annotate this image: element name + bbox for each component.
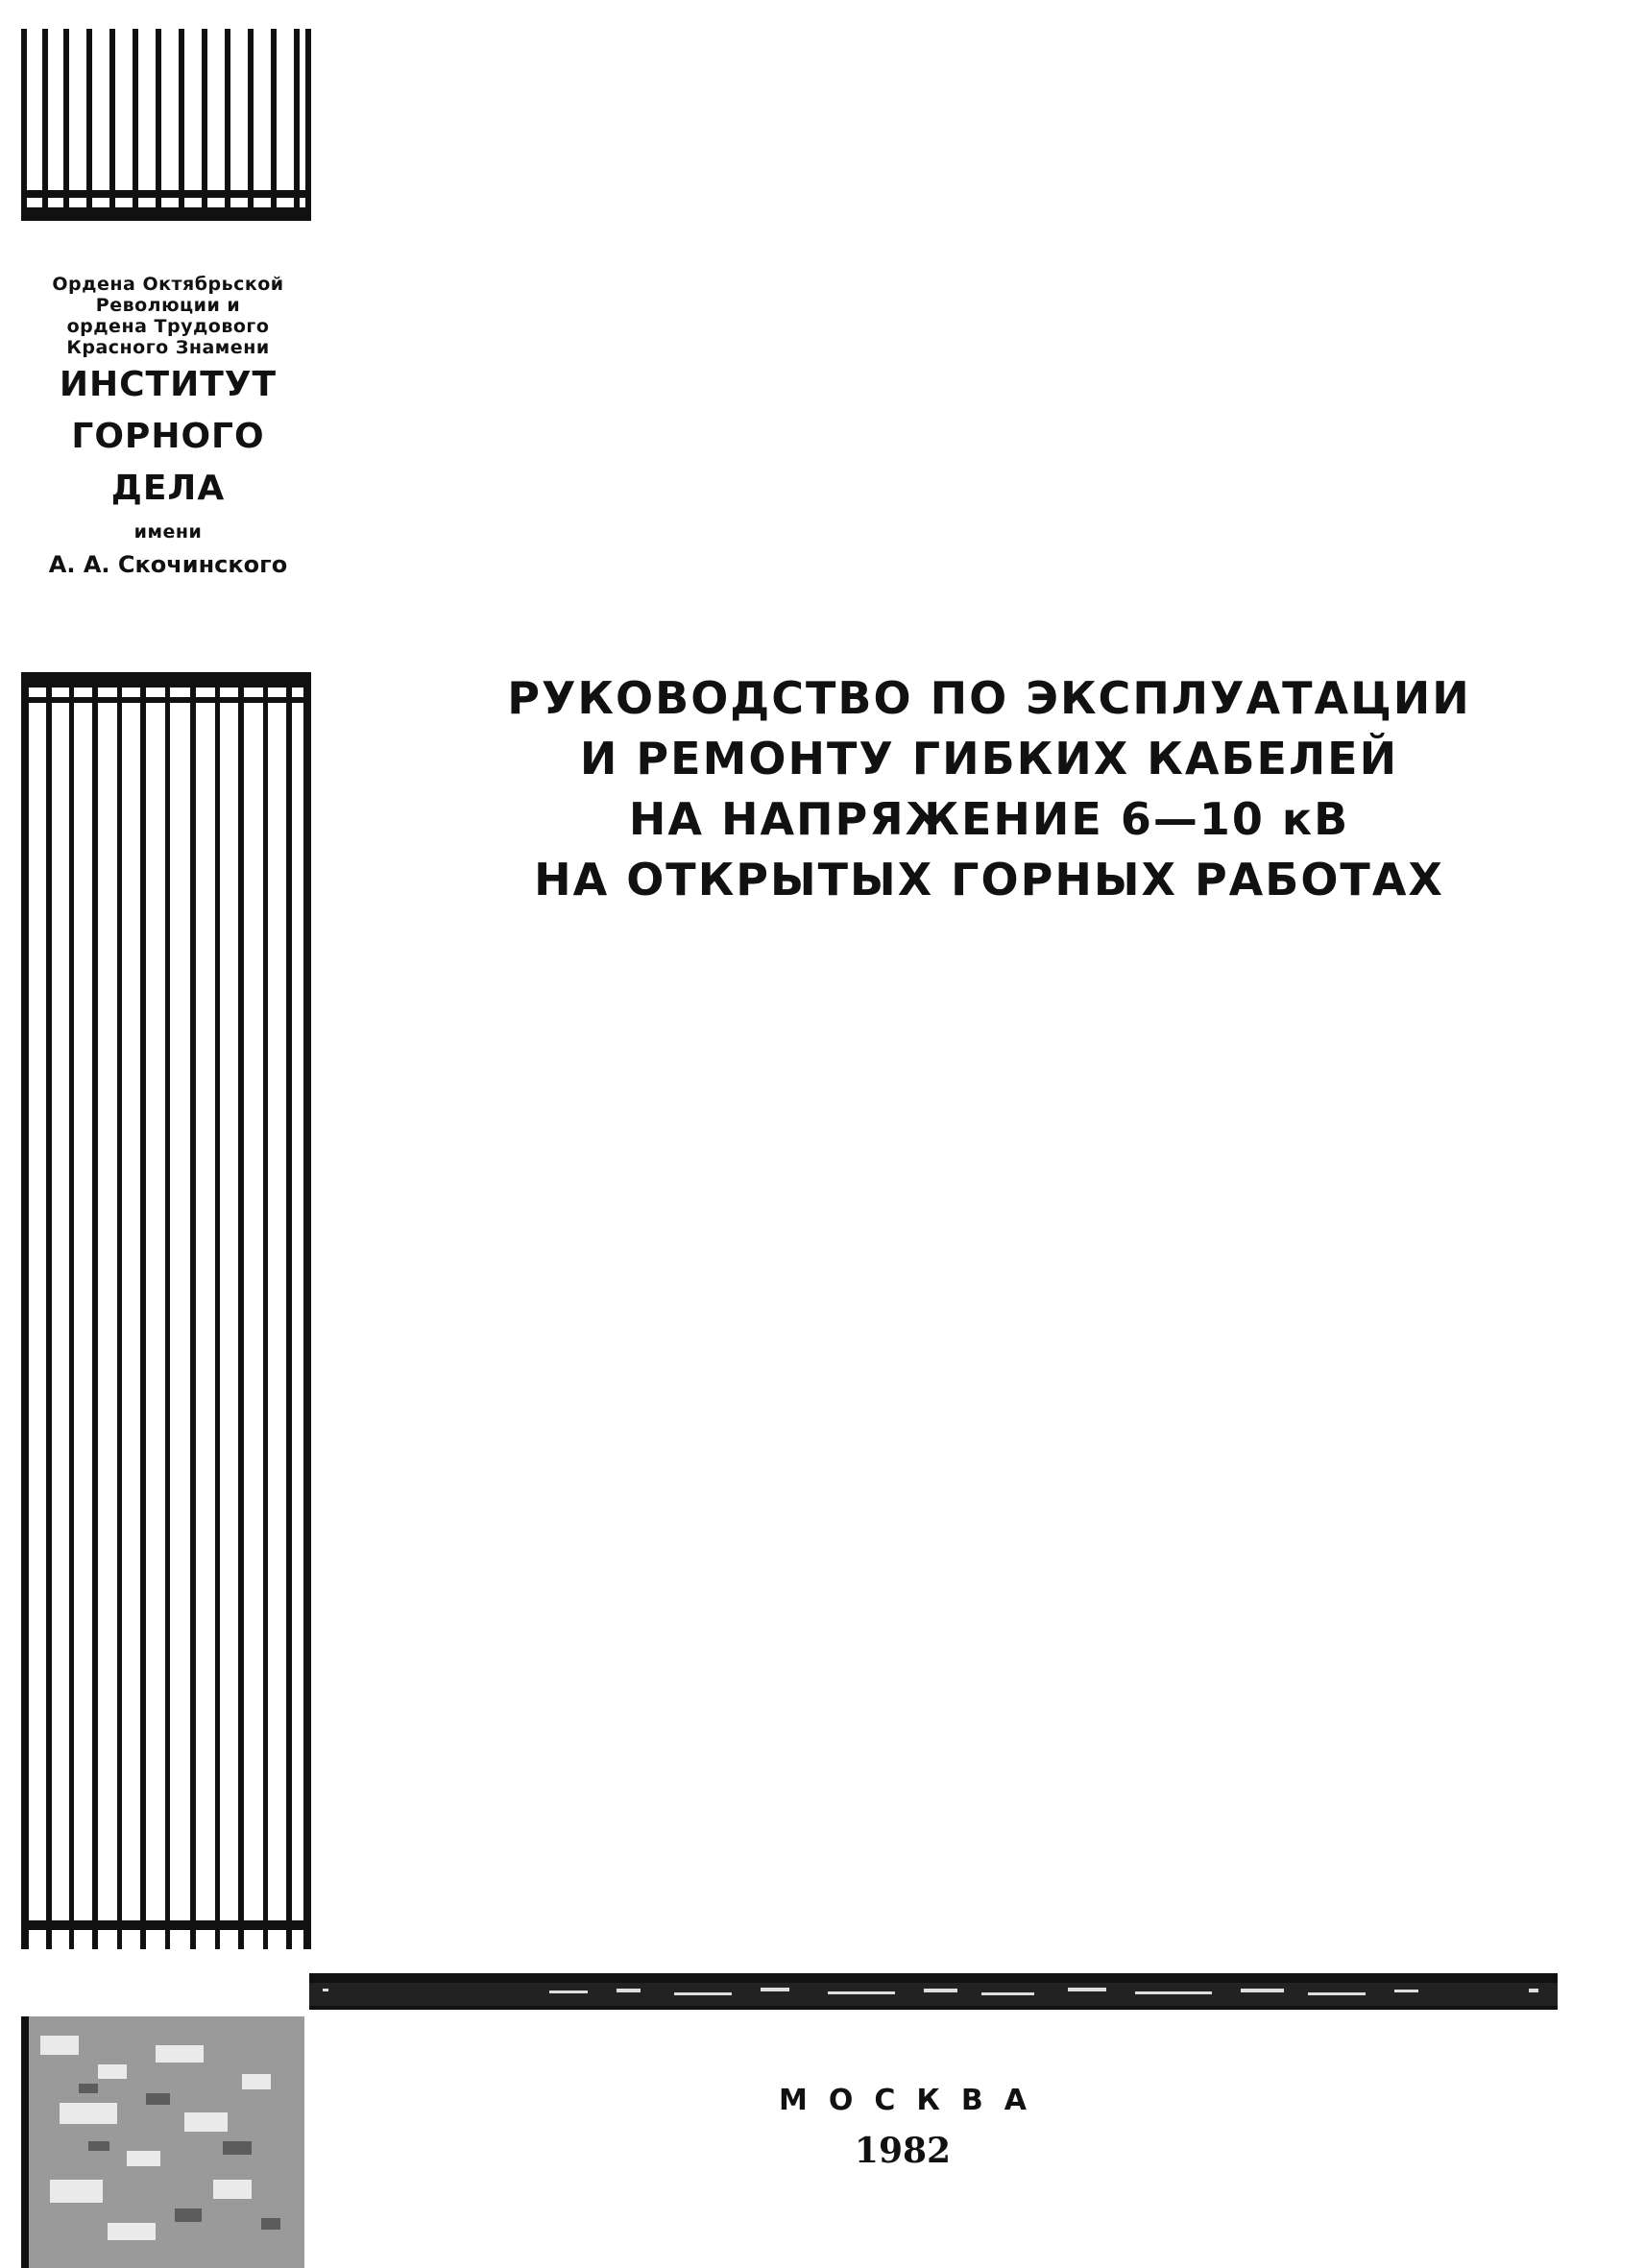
textured-gray-block <box>21 2016 304 2268</box>
title-line-4: НА ОТКРЫТЫХ ГОРНЫХ РАБОТАХ <box>534 854 1444 905</box>
order-line-4: Красного Знамени <box>66 337 270 358</box>
institute-name-line-1: ИНСТИТУТ <box>59 365 278 404</box>
imprint-block <box>730 2082 1076 2174</box>
order-line-2: Революции и <box>95 295 241 316</box>
top-stripes-decoration <box>21 29 311 221</box>
institute-person: А. А. Скочинского <box>48 551 288 578</box>
named-after: имени <box>133 521 203 543</box>
title-line-1: РУКОВОДСТВО ПО ЭКСПЛУАТАЦИИ <box>507 672 1471 724</box>
document-title <box>365 668 1613 910</box>
title-line-2: И РЕМОНТУ ГИБКИХ КАБЕЛЕЙ <box>579 733 1399 784</box>
institute-block <box>10 274 327 581</box>
institute-name-line-3: ДЕЛА <box>110 469 226 508</box>
publication-year: 1982 <box>854 2131 952 2171</box>
side-stripes-decoration <box>21 672 311 1949</box>
order-line-1: Ордена Октябрьской <box>52 274 284 295</box>
publication-city: МОСКВА <box>779 2084 1048 2117</box>
horizontal-band-decoration <box>309 1973 1558 2010</box>
institute-name-line-2: ГОРНОГО <box>71 417 265 456</box>
order-line-3: ордена Трудового <box>66 316 270 337</box>
title-line-3: НА НАПРЯЖЕНИЕ 6—10 кВ <box>628 793 1350 845</box>
